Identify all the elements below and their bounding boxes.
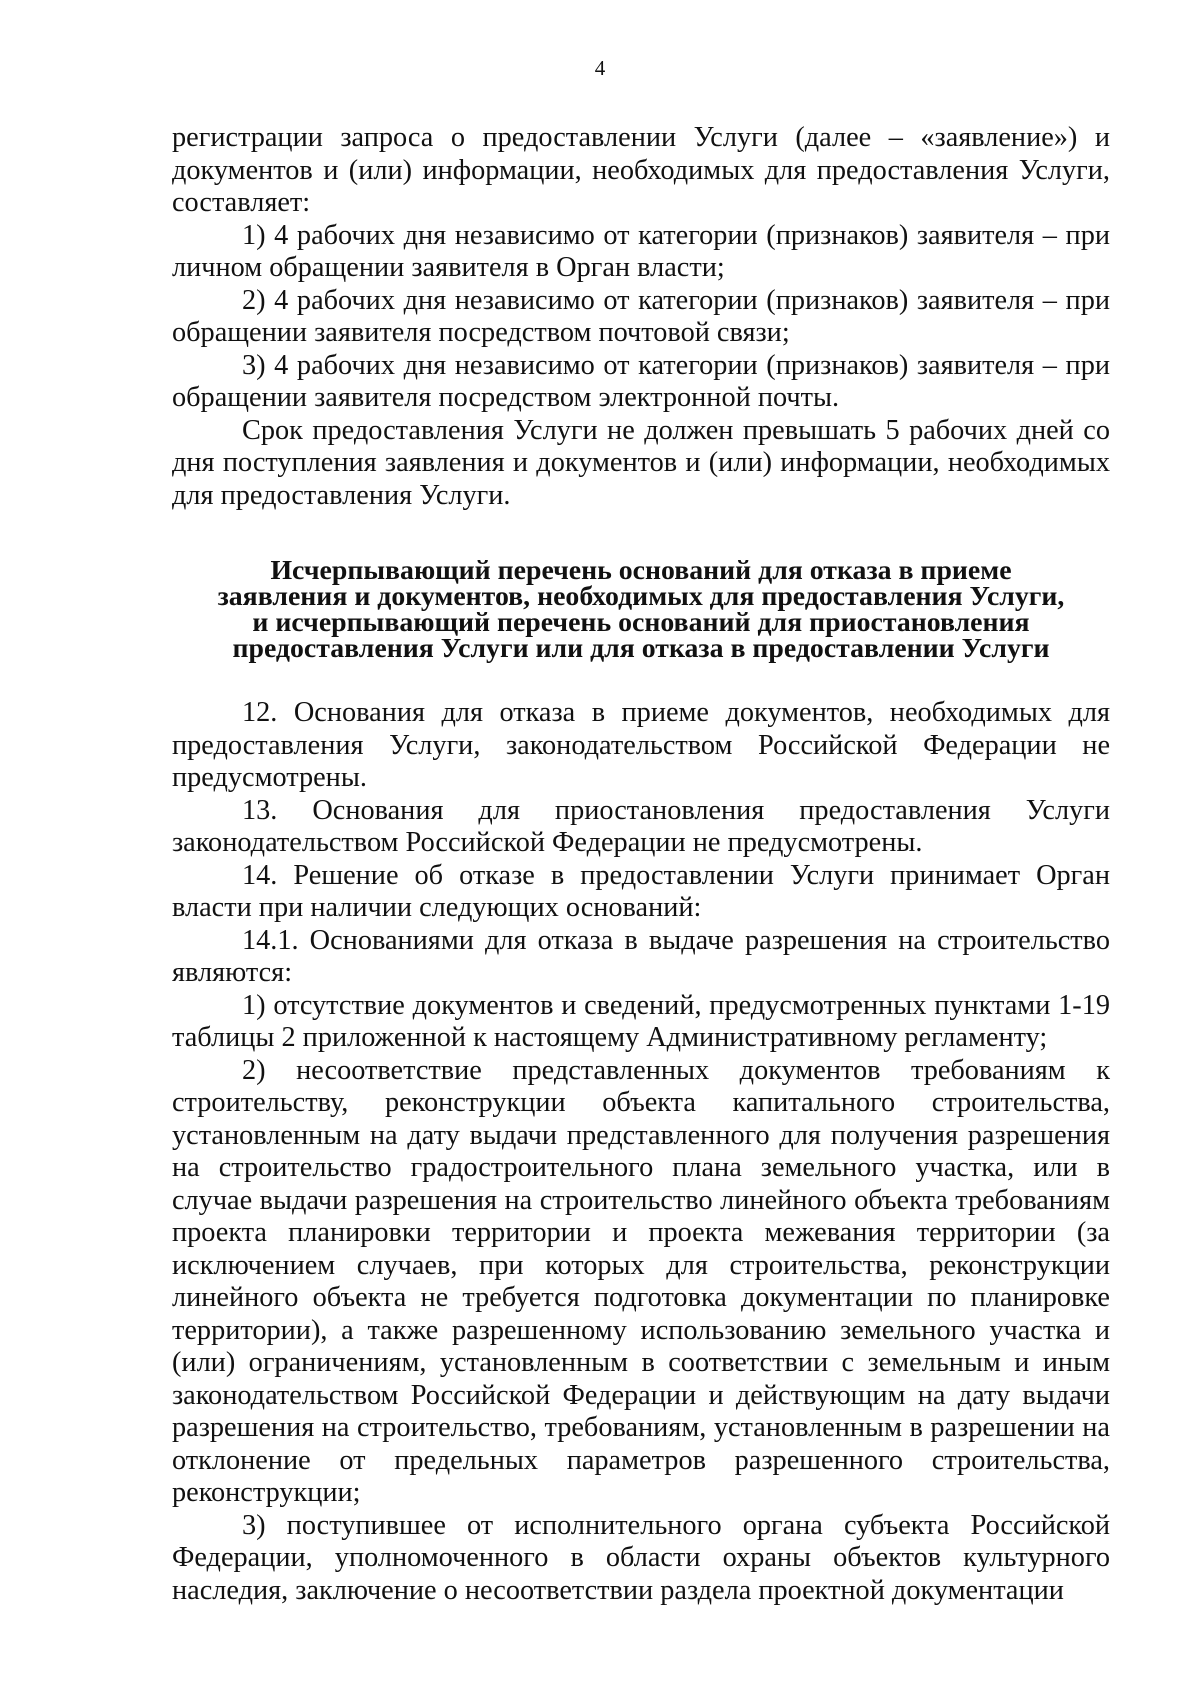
heading-line: и исчерпывающий перечень оснований для приостановления (252, 607, 1030, 638)
paragraph: 2) несоответствие представленных документов требованиям к строительству, реконструкции объекта капитального строительства, установленным на дату выдачи представленного для получения разрешения на строительство градостроительного плана земельного участка, или в случае выдачи разрешения на строительство линейного объекта требованиям проекта планировки территории и проекта межевания территории (за исключением случаев, при которых для строительства, реконструкции линейного объекта не требуется подготовка документации по планировке территории), а также разрешенному использованию земельного участка и (или) ограничениям, установленным в соответствии с земельным и иным законодательством Российской Федерации и действующим на дату выдачи разрешения на строительство, требованиям, установленным в разрешении на отклонение от предельных параметров разрешенного строительства, реконструкции; (172, 1054, 1110, 1508)
paragraph: регистрации запроса о предоставлении Услуги (далее – «заявление») и документов и (или) информации, необходимых для предоставления Услуги, составляет: (172, 122, 1110, 218)
paragraph: 3) поступившее от исполнительного органа субъекта Российской Федерации, уполномоченного в области охраны объектов культурного наследия, заключение о несоответствии раздела проектной документации (172, 1509, 1110, 1606)
paragraph: 2) 4 рабочих дня независимо от категории (признаков) заявителя – при обращении заявителя посредством почтовой связи; (172, 284, 1110, 348)
paragraph: 3) 4 рабочих дня независимо от категории (признаков) заявителя – при обращении заявителя посредством электронной почты. (172, 349, 1110, 413)
heading-line: заявления и документов, необходимых для предоставления Услуги, (217, 581, 1065, 612)
heading-line: предоставления Услуги или для отказа в предоставлении Услуги (232, 633, 1050, 664)
paragraph: 1) отсутствие документов и сведений, предусмотренных пунктами 1-19 таблицы 2 приложенной к настоящему Административному регламенту; (172, 989, 1110, 1053)
paragraph: 14.1. Основаниями для отказа в выдаче разрешения на строительство являются: (172, 924, 1110, 988)
paragraph: 1) 4 рабочих дня независимо от категории (признаков) заявителя – при личном обращении заявителя в Орган власти; (172, 219, 1110, 283)
document-body (172, 122, 1110, 1607)
paragraphs-bottom (172, 697, 1110, 1607)
paragraph: 13. Основания для приостановления предоставления Услуги законодательством Российской Федерации не предусмотрены. (172, 794, 1110, 858)
page-number: 4 (594, 56, 606, 80)
section-heading (172, 555, 1110, 664)
paragraph: Срок предоставления Услуги не должен превышать 5 рабочих дней со дня поступления заявления и документов и (или) информации, необходимых для предоставления Услуги. (172, 414, 1110, 511)
paragraph: 12. Основания для отказа в приеме документов, необходимых для предоставления Услуги, законодательством Российской Федерации не предусмотрены. (172, 697, 1110, 793)
paragraph: 14. Решение об отказе в предоставлении Услуги принимает Орган власти при наличии следующих оснований: (172, 859, 1110, 923)
heading-line: Исчерпывающий перечень оснований для отказа в приеме (270, 555, 1012, 586)
paragraphs-top (172, 122, 1110, 512)
